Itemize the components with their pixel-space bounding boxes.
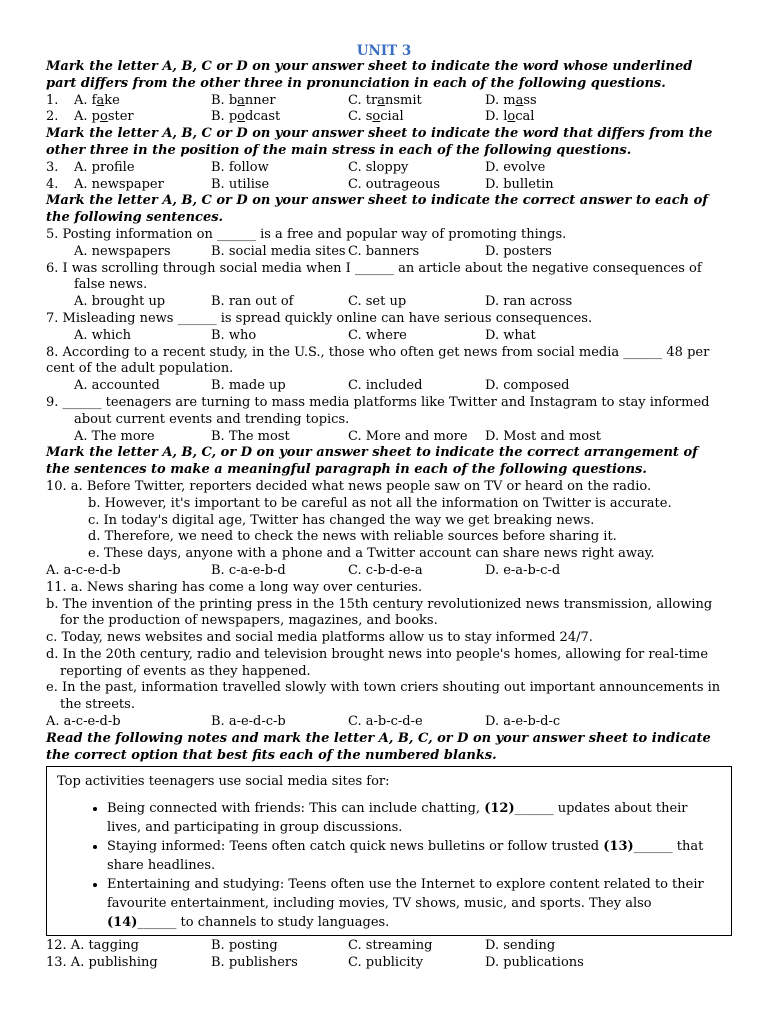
question-13: 13. A. publishing B. publishers C. publicity D. publications <box>46 955 584 971</box>
question-11-options: A. a-c-e-d-b B. a-e-d-c-b C. a-b-c-d-e D. a-e-b-d-c <box>46 714 561 730</box>
option-c: C. social <box>348 109 404 125</box>
question-3: 3. A. profile B. follow C. sloppy D. evolve <box>46 159 546 175</box>
question-10-options: A. a-c-e-d-b B. c-a-e-b-d C. c-b-d-e-a D. e-a-b-c-d <box>46 562 561 578</box>
list-item: • Entertaining and studying: Teens often use the Internet to explore content related to their favourite entertainment, including movies, TV shows, music, and sports. They also (14)______ to channels to study languages. <box>107 875 721 932</box>
question-9-stem: 9. ______ teenagers are turning to mass media platforms like Twitter and Instagram to stay informed about current events and trending topics. <box>46 394 710 427</box>
option-b: B. banner <box>211 92 276 108</box>
question-11-line-e: e. In the past, information travelled slowly with town criers shouting out important announcements in the streets. <box>46 680 721 713</box>
question-6-stem: 6. I was scrolling through social media when I ______ an article about the negative consequences of false news. <box>46 260 702 293</box>
question-8-options: A. accounted B. made up C. included D. composed <box>74 378 570 394</box>
list-item: • Staying informed: Teens often catch quick news bulletins or follow trusted (13)______ that share headlines. <box>107 837 721 875</box>
option-a: A. fake <box>74 92 120 108</box>
question-10-line-a: 10. a. Before Twitter, reporters decided what news people saw on TV or heard on the radio. <box>46 478 652 494</box>
question-12: 12. A. tagging B. posting C. streaming D. sending <box>46 938 556 954</box>
question-11-line-d: d. In the 20th century, radio and television brought news into people's homes, allowing for real-time reporting of events as they happened. <box>46 646 709 679</box>
option-d: D. mass <box>485 92 537 108</box>
question-10-line-d: d. Therefore, we need to check the news with reliable sources before sharing it. <box>88 529 617 545</box>
question-6-options: A. brought up B. ran out of C. set up D. ran across <box>74 294 573 310</box>
notes-list <box>57 799 721 932</box>
notes-box <box>46 766 732 936</box>
question-11-line-c: c. Today, news websites and social media platforms allow us to stay informed 24/7. <box>46 630 593 646</box>
list-item: • Being connected with friends: This can include chatting, (12)______ updates about their lives, and participating in group discussions. <box>107 799 721 837</box>
option-c: C. transmit <box>348 92 422 108</box>
instruction-notes: Read the following notes and mark the letter A, B, C, or D on your answer sheet to indicate the correct option that best fits each of the numbered blanks. <box>46 730 711 763</box>
question-2: 2. A. poster B. podcast C. social D. local <box>46 109 535 125</box>
question-8-stem: 8. According to a recent study, in the U.S., those who often get news from social media ______ 48 per cent of the adult population. <box>46 344 710 377</box>
question-10-line-b: b. However, it's important to be careful as not all the information on Twitter is accurate. <box>88 495 672 511</box>
question-11-line-a: 11. a. News sharing has come a long way over centuries. <box>46 579 423 595</box>
option-a: A. poster <box>74 109 134 125</box>
option-b: B. podcast <box>211 109 281 125</box>
question-10-line-c: c. In today's digital age, Twitter has changed the way we get breaking news. <box>88 512 595 528</box>
question-1: 1. A. fake B. banner C. transmit D. mass <box>46 92 537 108</box>
instruction-correct-answer: Mark the letter A, B, C or D on your answer sheet to indicate the correct answer to each of the following sentences. <box>46 193 708 226</box>
instruction-arrangement: Mark the letter A, B, C, or D on your answer sheet to indicate the correct arrangement of the sentences to make a meaningful paragraph in each of the following questions. <box>46 445 698 478</box>
question-5-stem: 5. Posting information on ______ is a free and popular way of promoting things. <box>46 226 567 242</box>
question-7-stem: 7. Misleading news ______ is spread quickly online can have serious consequences. <box>46 310 593 326</box>
question-9-options: A. The more B. The most C. More and more D. Most and most <box>74 428 602 444</box>
instruction-pronunciation: Mark the letter A, B, C or D on your answer sheet to indicate the word whose underlined part differs from the other three in pronunciation in each of the following questions. <box>46 59 693 91</box>
worksheet <box>46 43 722 972</box>
question-10-line-e: e. These days, anyone with a phone and a Twitter account can share news right away. <box>88 546 655 562</box>
question-4: 4. A. newspaper B. utilise C. outrageous D. bulletin <box>46 176 554 192</box>
page-title: UNIT 3 <box>356 43 412 59</box>
question-5-options: A. newspapers B. social media sites C. banners D. posters <box>74 243 552 259</box>
instruction-stress: Mark the letter A, B, C or D on your answer sheet to indicate the word that differs from the other three in the position of the main stress in each of the following questions. <box>46 126 713 158</box>
question-7-options: A. which B. who C. where D. what <box>74 327 536 343</box>
question-11-line-b: b. The invention of the printing press in the 15th century revolutionized news transmission, allowing for the production of newspapers, magazines, and books. <box>46 596 713 629</box>
notes-heading: Top activities teenagers use social media sites for: <box>57 774 390 790</box>
option-d: D. local <box>485 109 535 125</box>
